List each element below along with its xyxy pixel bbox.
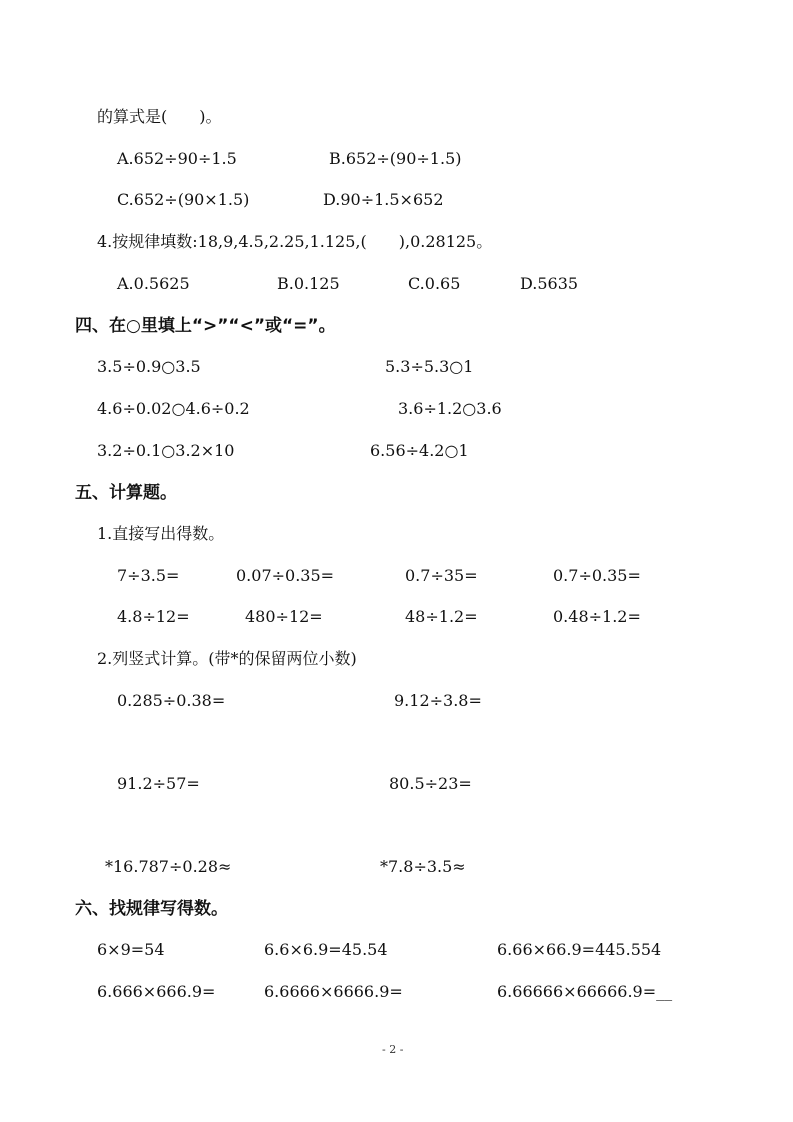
pattern-item: 6.6×6.9=45.54 (264, 940, 388, 959)
option-a: A.652÷90÷1.5 (117, 149, 237, 168)
q4-option-d: D.5635 (520, 274, 579, 293)
calc-item: 0.7÷35= (405, 566, 478, 585)
calc-item: 4.8÷12= (117, 607, 190, 626)
pattern-item: 6.666×666.9= (97, 982, 216, 1001)
vertical-calc-item: *16.787÷0.28≈ (105, 857, 232, 876)
part-1-title: 1.直接写出得数。 (97, 524, 225, 543)
option-d: D.90÷1.5×652 (323, 190, 444, 209)
question-4: 4.按规律填数:18,9,4.5,2.25,1.125,( ),0.28125。 (97, 232, 493, 251)
compare-item: 6.56÷4.2○1 (370, 441, 469, 460)
compare-item: 3.6÷1.2○3.6 (398, 399, 502, 418)
compare-item: 5.3÷5.3○1 (385, 357, 474, 376)
part-2-title: 2.列竖式计算。(带*的保留两位小数) (97, 649, 357, 668)
pattern-item: 6.66666×66666.9=__ (497, 982, 673, 1001)
pattern-item: 6.66×66.9=445.554 (497, 940, 662, 959)
calc-item: 48÷1.2= (405, 607, 478, 626)
q4-option-a: A.0.5625 (117, 274, 190, 293)
section-4-title: 四、在○里填上“>”“<”或“=”。 (75, 316, 336, 336)
calc-item: 0.48÷1.2= (553, 607, 641, 626)
vertical-calc-item: 0.285÷0.38= (117, 691, 226, 710)
compare-item: 3.2÷0.1○3.2×10 (97, 441, 235, 460)
option-c: C.652÷(90×1.5) (117, 190, 250, 209)
calc-item: 0.07÷0.35= (236, 566, 335, 585)
vertical-calc-item: *7.8÷3.5≈ (380, 857, 466, 876)
q4-option-b: B.0.125 (277, 274, 340, 293)
pattern-item: 6.6666×6666.9= (264, 982, 403, 1001)
vertical-calc-item: 91.2÷57= (117, 774, 200, 793)
calc-item: 0.7÷0.35= (553, 566, 641, 585)
section-6-title: 六、找规律写得数。 (75, 899, 228, 919)
pattern-item: 6×9=54 (97, 940, 165, 959)
section-5-title: 五、计算题。 (75, 483, 177, 503)
vertical-calc-item: 9.12÷3.8= (394, 691, 482, 710)
q4-option-c: C.0.65 (408, 274, 461, 293)
vertical-calc-item: 80.5÷23= (389, 774, 472, 793)
calc-item: 7÷3.5= (117, 566, 180, 585)
compare-item: 3.5÷0.9○3.5 (97, 357, 201, 376)
compare-item: 4.6÷0.02○4.6÷0.2 (97, 399, 250, 418)
page-number: - 2 - (382, 1043, 404, 1056)
option-b: B.652÷(90÷1.5) (329, 149, 462, 168)
question-continuation: 的算式是( )。 (97, 107, 222, 126)
calc-item: 480÷12= (245, 607, 323, 626)
